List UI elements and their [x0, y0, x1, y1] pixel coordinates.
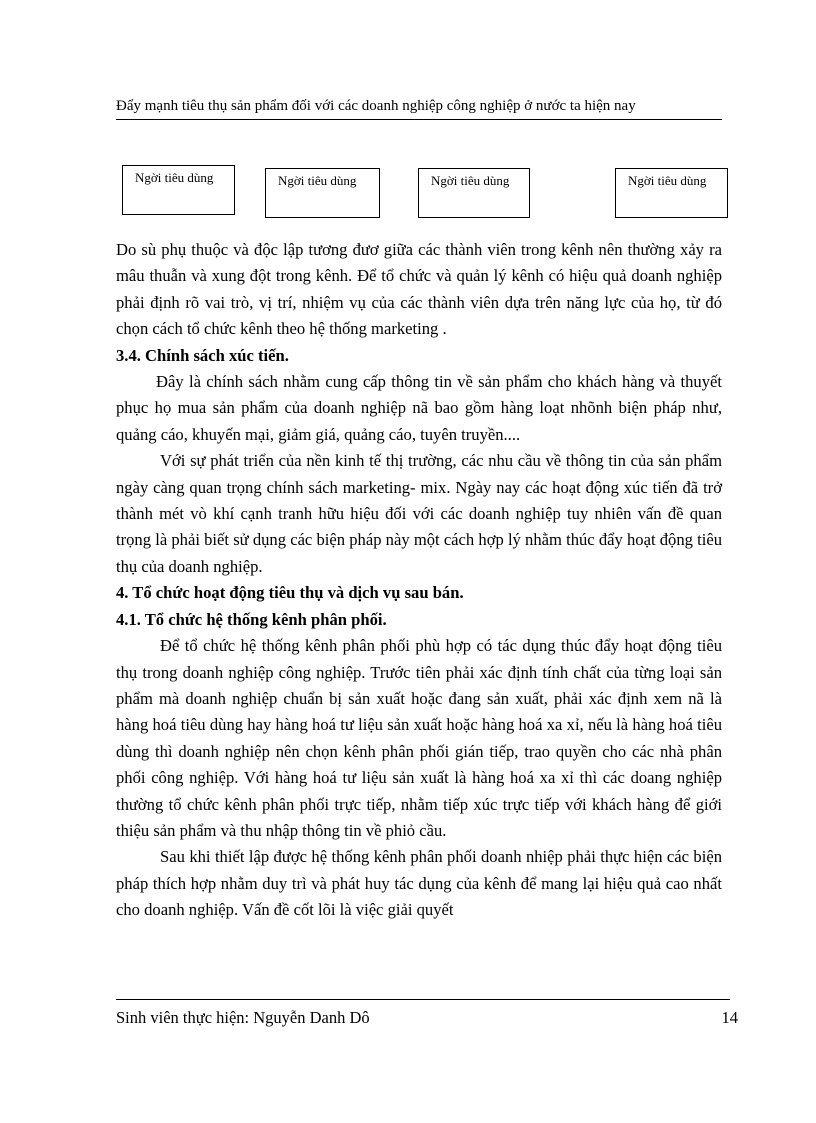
body-text — [116, 237, 722, 924]
consumer-box-label: Ngời tiêu dùng — [135, 170, 214, 185]
section-heading: 3.4. Chính sách xúc tiến. — [116, 345, 289, 365]
consumer-box-label: Ngời tiêu dùng — [628, 173, 707, 188]
consumer-box-label: Ngời tiêu dùng — [431, 173, 510, 188]
paragraph: Với sự phát triển của nền kinh tế thị trường, các nhu cầu về thông tin của sản phẩm ngày càng quan trọng chính sách marketing- mix. Ngày nay các hoạt động xúc tiến đã trở thành mét vò khí cạnh tranh hữu hiệu đối với các doanh nghiệp tuy nhiên vấn đề quan trọng là phải biết sử dụng các biện pháp này một cách hợp lý nhằm thúc đẩy hoạt động tiêu thụ của doanh nghiệp. — [116, 451, 722, 576]
footer-rule — [116, 999, 730, 1000]
footer-author: Sinh viên thực hiện: Nguyễn Danh Dô — [116, 1008, 370, 1027]
paragraph: Sau khi thiết lập được hệ thống kênh phân phối doanh nhiệp phải thực hiện các biện pháp thích hợp nhằm duy trì và phát huy tác dụng của kênh để mang lại hiệu quả cao nhất cho doanh nghiệp. Vấn đề cốt lõi là việc giải quyết — [116, 847, 722, 920]
subsection-heading: 4.1. Tổ chức hệ thống kênh phân phối. — [116, 609, 387, 629]
consumer-box-3 — [418, 168, 530, 218]
page-footer — [116, 1007, 738, 1029]
page-header — [116, 96, 722, 116]
paragraph: Do sù phụ thuộc và độc lập tương đươ giữa các thành viên trong kênh nên thường xảy ra mâu thuẫn và xung đột trong kênh. Để tổ chức và quản lý kênh có hiệu quả doanh nghiệp phải định rõ vai trò, vị trí, nhiệm vụ của các thành viên dựa trên năng lực của họ, từ đó chọn cách tổ chức kênh theo hệ thống marketing . — [116, 240, 722, 339]
consumer-box-label: Ngời tiêu dùng — [278, 173, 357, 188]
header-title: Đẩy mạnh tiêu thụ sản phẩm đối với các doanh nghiệp công nghiệp ở nước ta hiện nay — [116, 98, 636, 114]
paragraph: Đây là chính sách nhằm cung cấp thông tin về sản phẩm cho khách hàng và thuyết phục họ mua sản phẩm của doanh nghiệp nã bao gồm hàng loạt nhõnh biện pháp như, quảng cáo, khuyến mại, giảm giá, quảng cáo, tuyên truyền.... — [116, 372, 722, 444]
consumer-box-4 — [615, 168, 728, 218]
section-heading: 4. Tổ chức hoạt động tiêu thụ và dịch vụ sau bán. — [116, 583, 464, 603]
page-number: 14 — [721, 1008, 738, 1027]
consumer-box-2 — [265, 168, 380, 218]
consumer-box-1 — [122, 165, 235, 215]
paragraph: Để tổ chức hệ thống kênh phân phối phù hợp có tác dụng thúc đẩy hoạt động tiêu thụ trong doanh nghiệp công nghiệp. Trước tiên phải xác định tính chất của từng loại sản phẩm mà doanh nghiệp chuẩn bị sản xuất hoặc đang sản xuất, phải xác định xem nã là hàng hoá tiêu dùng hay hàng hoá tư liệu sản xuất hoặc hàng hoá xa xỉ, nếu là hàng hoá tiêu dùng thì doanh nghiệp nên chọn kênh phân phối gián tiếp, trao quyền cho các nhà phân phối công nghiệp. Với hàng hoá tư liệu sản xuất là hàng hoá xa xỉ thì các doang nghiệp thường tổ chức kênh phân phối trực tiếp, nhằm tiếp xúc trực tiếp với khách hàng để giới thiệu sản phẩm và thu nhập thông tin về phiỏ cầu. — [116, 636, 722, 840]
header-rule — [116, 119, 722, 120]
